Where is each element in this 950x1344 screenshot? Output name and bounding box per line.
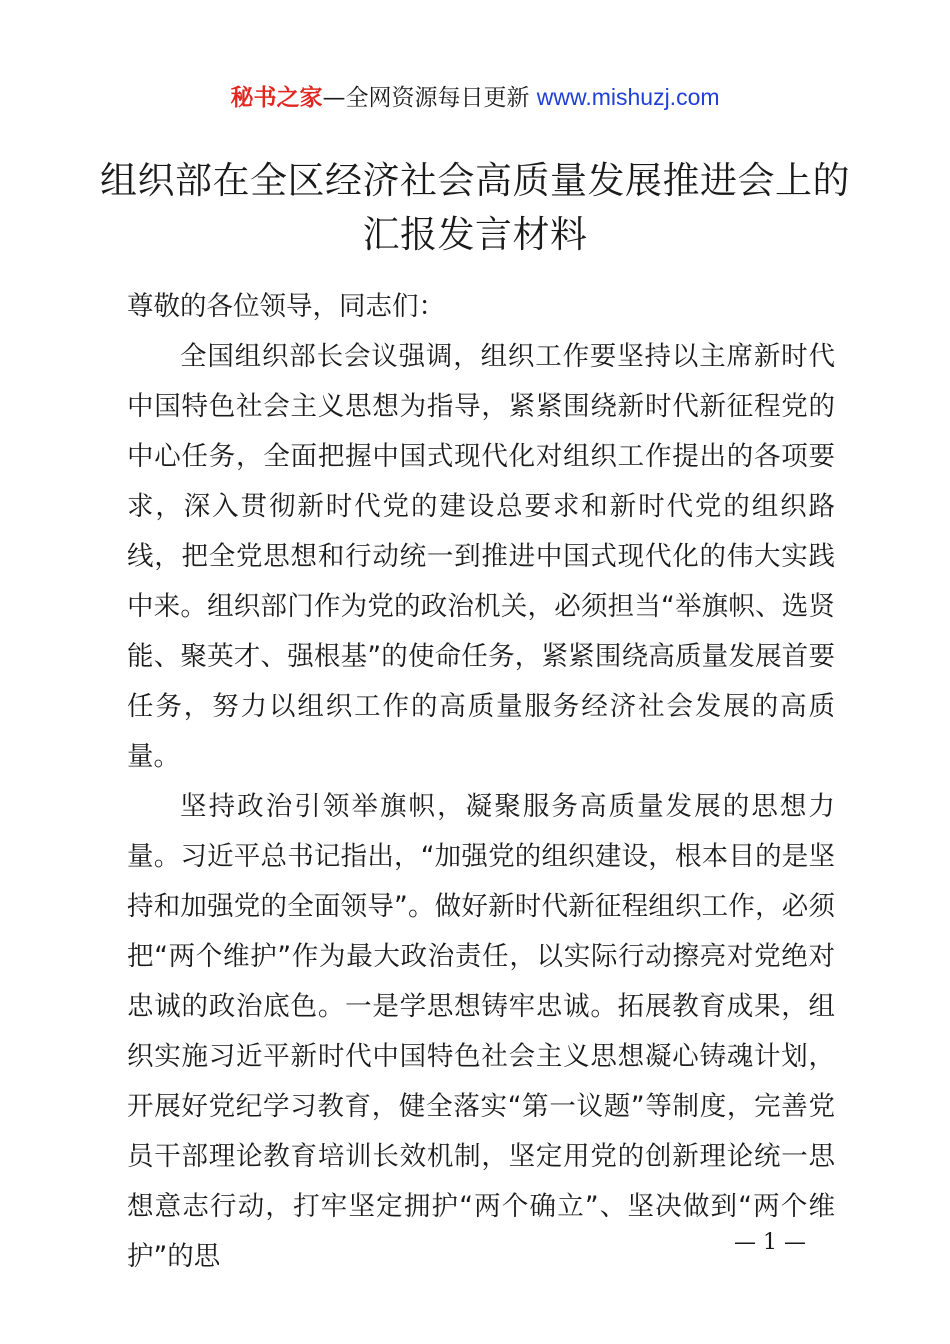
site-tagline: —全网资源每日更新 xyxy=(322,85,530,111)
page-number: — 1 — xyxy=(734,1230,806,1255)
salutation: 尊敬的各位领导，同志们： xyxy=(127,291,445,322)
paragraph-intro: 全国组织部长会议强调，组织工作要坚持以主席新时代中国特色社会主义思想为指导，紧紧围绕新时代新征程党的中心任务，全面把握中国式现代化对组织工作提出的各项要求，深入贯彻新时代党的建设总要求和新时代党的组织路线，把全党思想和行动统一到推进中国式现代化的伟大实践中来。组织部门作为党的政治机关，必须担当“举旗帜、选贤能、聚英才、强根基”的使命任务，紧紧围绕高质量发展首要任务，努力以组织工作的高质量服务经济社会发展的高质量。 xyxy=(127,341,835,772)
site-brand: 秘书之家 xyxy=(230,85,323,111)
site-header xyxy=(0,80,950,115)
document-title xyxy=(100,154,850,262)
document-title-line-2: 汇报发言材料 xyxy=(362,213,588,256)
document-body xyxy=(127,282,835,1282)
site-url-link[interactable]: www.mishuzj.com xyxy=(536,84,720,110)
document-title-line-1: 组织部在全区经济社会高质量发展推进会上的 xyxy=(100,159,850,202)
paragraph-political-leadership: 坚持政治引领举旗帜，凝聚服务高质量发展的思想力量。习近平总书记指出，“加强党的组织建设，根本目的是坚持和加强党的全面领导”。做好新时代新征程组织工作，必须把“两个维护”作为最大政治责任，以实际行动擦亮对党绝对忠诚的政治底色。一是学思想铸牢忠诚。拓展教育成果，组织实施习近平新时代中国特色社会主义思想凝心铸魂计划，开展好党纪学习教育，健全落实“第一议题”等制度，完善党员干部理论教育培训长效机制，坚定用党的创新理论统一思想意志行动，打牢坚定拥护“两个确立”、坚决做到“两个维护”的思 xyxy=(127,791,835,1272)
